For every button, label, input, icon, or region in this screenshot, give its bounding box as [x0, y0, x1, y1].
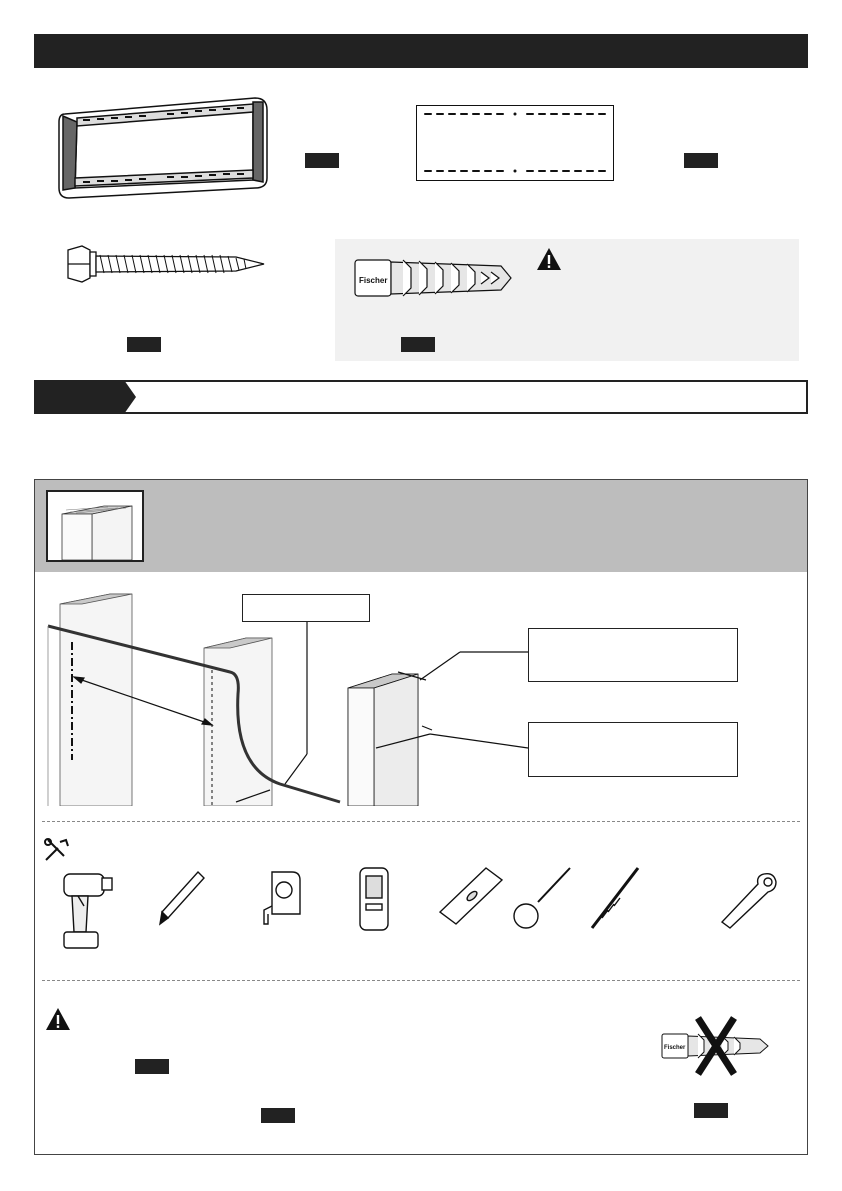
callout-drywall — [242, 594, 370, 622]
prohibited-x-icon — [692, 1000, 742, 1026]
bottom-tag-2 — [261, 1108, 295, 1123]
section-divider — [42, 821, 800, 822]
part-tag-template — [684, 153, 718, 168]
step-title — [146, 380, 796, 414]
section-header-bar — [34, 34, 808, 68]
wall-bracket-illustration — [55, 90, 275, 200]
wrench-icon — [716, 866, 780, 932]
stud-finder-icon — [358, 866, 390, 932]
level-icon — [438, 866, 504, 926]
warning-icon-bottom — [44, 1006, 72, 1032]
bottom-tag-1 — [135, 1059, 169, 1074]
wood-stud-thumb-icon — [48, 492, 142, 560]
part-tag-anchor — [401, 337, 435, 352]
pencil-icon — [158, 870, 206, 926]
part-tag-bolt — [127, 337, 161, 352]
callout-stud-depth — [528, 722, 738, 777]
section-divider-2 — [42, 980, 800, 981]
wood-section-header — [35, 480, 807, 572]
screwdriver-icon — [510, 866, 574, 932]
no-anchor-tag — [694, 1103, 728, 1118]
warning-icon — [535, 246, 563, 272]
part-tag-bracket — [305, 153, 339, 168]
wood-stud-thumbnail — [46, 490, 144, 562]
mounting-template-illustration — [416, 105, 614, 181]
tools-icon — [42, 836, 72, 864]
anchor-brand: Fischer — [359, 276, 388, 285]
callout-stud-width — [528, 628, 738, 682]
step-label — [40, 380, 120, 414]
no-anchor-brand: Fischer — [664, 1045, 686, 1051]
drill-bit-icon — [586, 866, 642, 932]
lag-bolt-illustration — [66, 244, 270, 284]
wall-anchor-illustration — [353, 256, 515, 300]
drill-icon — [58, 870, 114, 950]
tape-measure-icon — [262, 866, 302, 928]
